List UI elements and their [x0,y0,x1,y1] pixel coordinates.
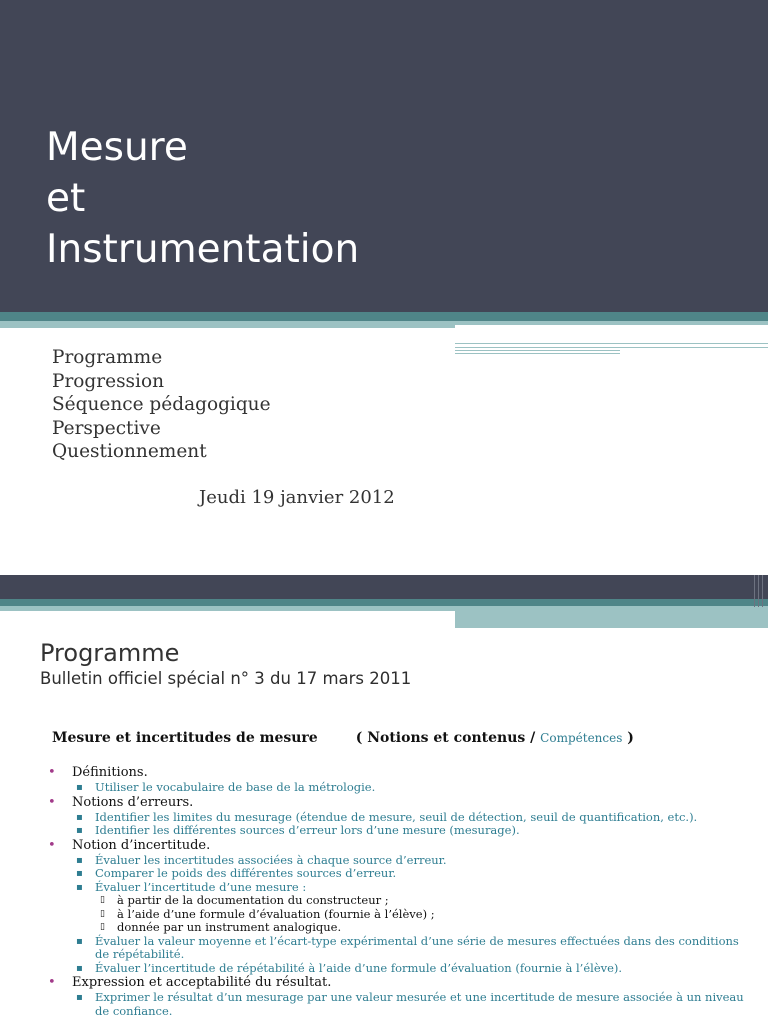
section-heading [52,730,634,746]
sub-sub-item-text: donnée par un instrument analogique. [117,920,342,934]
item-label: Définitions. [72,765,148,780]
bullet-dot-icon: • [48,837,56,853]
list-item [48,795,748,811]
slide-header-band [0,575,768,599]
sub-sub-item [48,921,748,935]
sub-item [48,867,748,881]
sub-item [48,824,748,838]
square-bullet-icon: ▪ [76,992,83,1003]
outline-item: Progression [52,370,165,392]
box-bullet-icon: ▯ [100,922,105,932]
square-bullet-icon: ▪ [76,935,83,947]
heading-topic: Mesure et incertitudes de mesure [52,730,318,746]
sub-item-text: Comparer le poids des différentes sources d’erreur. [95,866,397,880]
square-bullet-icon: ▪ [76,868,83,879]
sub-item-text: Évaluer les incertitudes associées à chaque source d’erreur. [95,852,447,867]
item-label: Notion d’incertitude. [72,837,211,853]
decor-line [455,353,620,354]
square-bullet-icon: ▪ [76,854,83,866]
sub-item [48,781,748,795]
sub-sub-item [48,908,748,922]
square-bullet-icon: ▪ [76,962,83,974]
programme-list [48,765,748,1018]
heading-competences: Compétences [540,731,623,745]
sub-item [48,854,748,868]
list-item [48,838,748,854]
sub-item-text: Identifier les différentes sources d’erreur lors d’une mesure (mesurage). [95,823,520,837]
title-line: Mesure [46,125,188,170]
box-bullet-icon: ▯ [100,895,105,905]
outline-item: Perspective [52,417,161,439]
sub-item-text: Exprimer le résultat d’un mesurage par une valeur mesurée et une incertitude de mesure associée à un niveau de confiance. [95,990,744,1018]
edge-decoration [752,575,766,607]
list-item [48,765,748,781]
outline-item: Séquence pédagogique [52,394,271,415]
title-line: Instrumentation [46,227,360,272]
sub-item [48,935,748,962]
teal-divider [0,599,768,606]
slide-subtitle: Bulletin officiel spécial n° 3 du 17 mars 2011 [40,669,412,688]
decor-line [455,347,768,348]
slide-title: Programme [40,639,180,667]
title-line: et [46,176,86,221]
square-bullet-icon: ▪ [76,811,83,823]
list-item [48,975,748,991]
presentation-date: Jeudi 19 janvier 2012 [199,487,395,508]
box-bullet-icon: ▯ [100,908,105,919]
sub-item-text: Évaluer l’incertitude de répétabilité à l’aide d’une formule d’évaluation (fournie à l’élève). [95,960,623,975]
sub-sub-item [48,894,748,908]
square-bullet-icon: ▪ [76,782,83,793]
outline-item: Questionnement [52,441,207,462]
bullet-dot-icon: • [48,975,56,990]
presentation-title [46,122,359,275]
light-divider-right [455,321,768,325]
programme-slide [0,575,768,1024]
sub-item-text: Utiliser le vocabulaire de base de la métrologie. [95,780,376,794]
sub-item [48,811,748,825]
bullet-dot-icon: • [48,794,56,810]
sub-item-text: Évaluer l’incertitude d’une mesure : [95,879,307,894]
outline-item: Programme [52,347,163,368]
light-divider [0,321,455,328]
item-label: Expression et acceptabilité du résultat. [72,975,332,990]
light-block [455,606,768,628]
decor-line [455,343,768,344]
square-bullet-icon: ▪ [76,825,83,836]
heading-open: ( Notions et contenus / [355,730,541,746]
decor-line [455,350,620,351]
square-bullet-icon: ▪ [76,881,83,893]
outline-list [52,346,271,464]
teal-divider [0,312,768,321]
bullet-dot-icon: • [48,765,56,780]
sub-item [48,881,748,895]
sub-item-text: Identifier les limites du mesurage (étendue de mesure, seuil de détection, seuil de quantification, etc.). [95,809,698,824]
sub-sub-item-text: à l’aide d’une formule d’évaluation (fournie à l’élève) ; [117,906,435,921]
sub-item [48,991,748,1018]
item-label: Notions d’erreurs. [72,794,194,810]
sub-sub-item-text: à partir de la documentation du constructeur ; [117,893,389,907]
light-divider [0,606,455,611]
sub-item-text: Évaluer la valeur moyenne et l’écart-type expérimental d’une série de mesures effectuées dans des conditions de répétabilité. [95,933,739,961]
sub-item [48,962,748,976]
heading-close: ) [622,730,634,746]
